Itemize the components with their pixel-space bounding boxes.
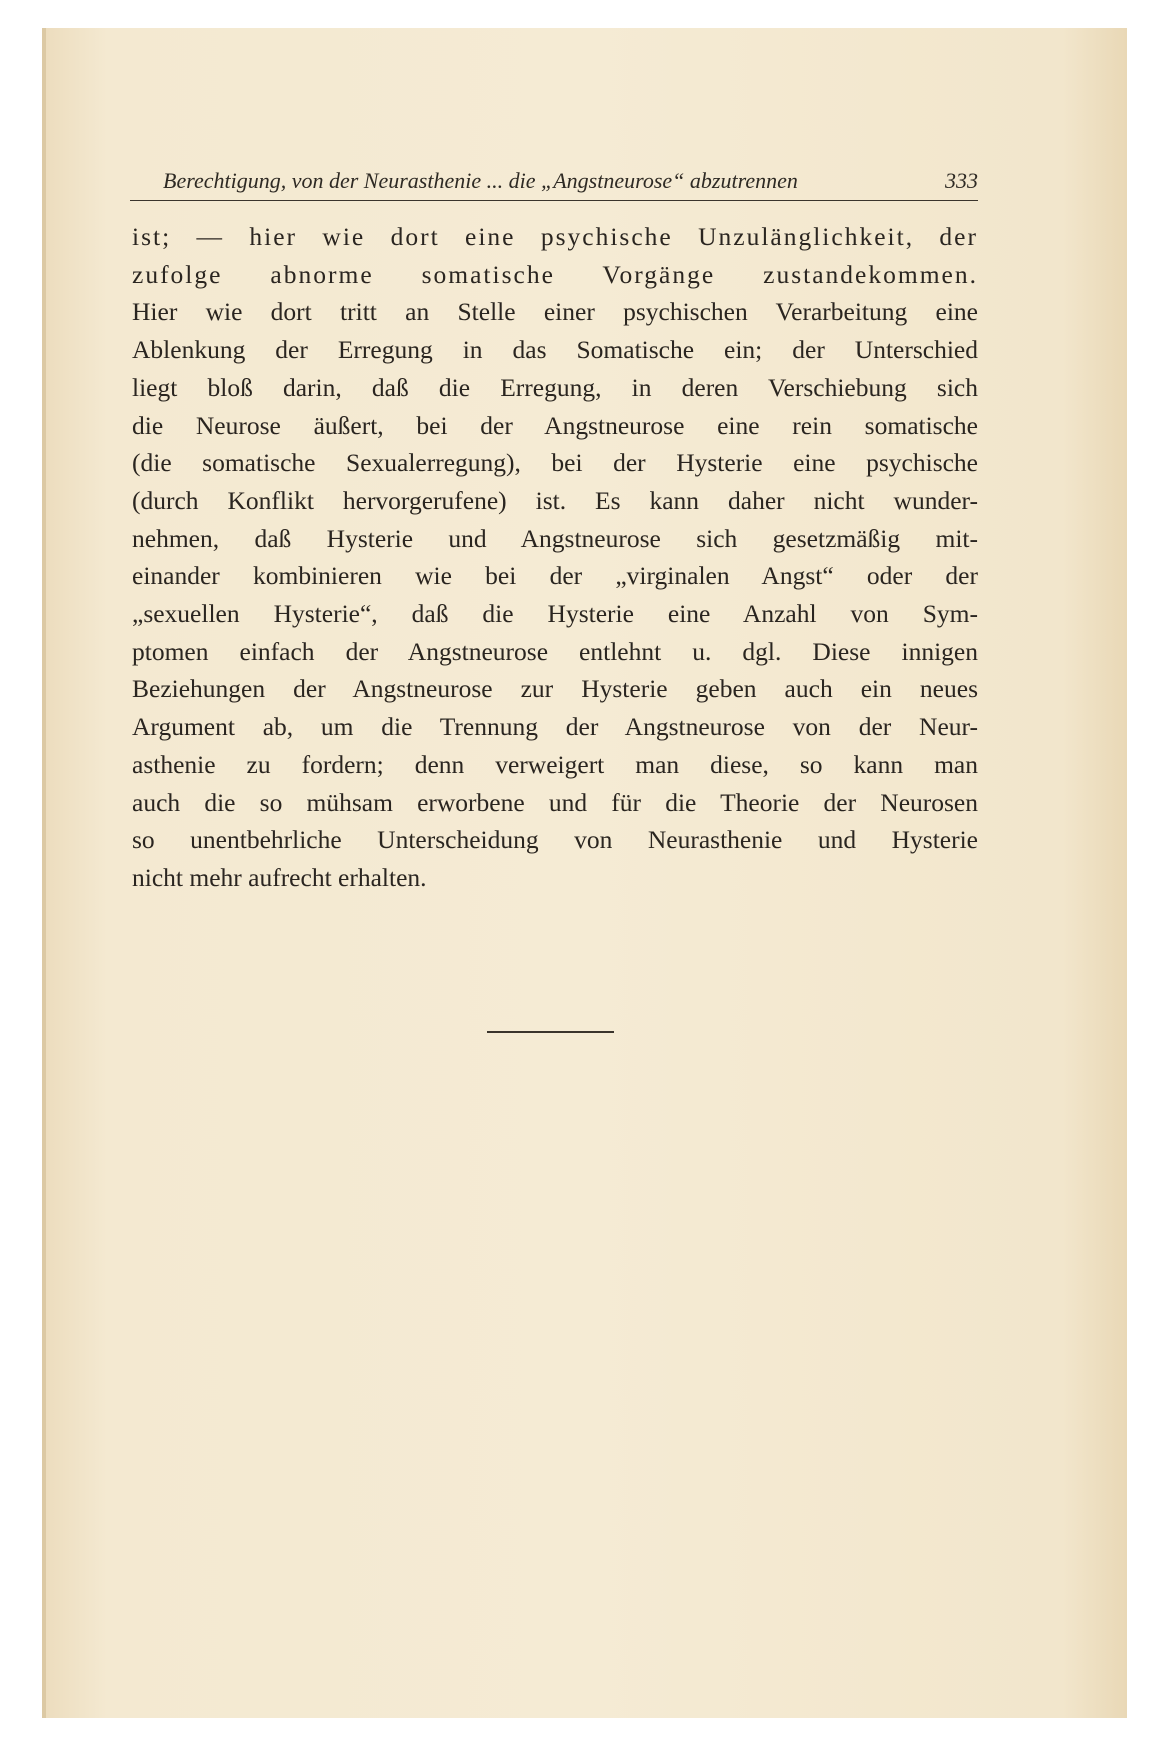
text-line: Beziehungen der Angstneurose zur Hysterie geben auch ein neues: [132, 674, 978, 704]
text-line: zufolge abnorme somatische Vorgänge zustandekommen.: [132, 259, 978, 289]
header-rule: [130, 200, 978, 201]
text-line: asthenie zu fordern; denn verweigert man diese, so kann man: [132, 749, 978, 779]
running-header: [163, 168, 978, 194]
text-line: liegt bloß darin, daß die Erregung, in deren Verschiebung sich: [132, 372, 978, 402]
page-number: 333: [945, 168, 978, 193]
text-line: so unentbehrliche Unterscheidung von Neurasthenie und Hysterie: [132, 825, 978, 855]
text-line: „sexuellen Hysterie“, daß die Hysterie eine Anzahl von Sym-: [132, 599, 978, 629]
text-line: nehmen, daß Hysterie und Angstneurose sich gesetzmäßig mit-: [132, 523, 978, 553]
text-line: einander kombinieren wie bei der „virginalen Angst“ oder der: [132, 561, 978, 591]
text-line: auch die so mühsam erworbene und für die Theorie der Neurosen: [132, 787, 978, 817]
text-line: Ablenkung der Erregung in das Somatische ein; der Unterschied: [132, 335, 978, 365]
text-line: die Neurose äußert, bei der Angstneurose eine rein somatische: [132, 410, 978, 440]
text-line: ptomen einfach der Angstneurose entlehnt u. dgl. Diese innigen: [132, 636, 978, 666]
text-line: Argument ab, um die Trennung der Angstneurose von der Neur-: [132, 712, 978, 742]
text-line: nicht mehr aufrecht erhalten.: [132, 862, 427, 892]
page-gutter-edge: [42, 28, 46, 1718]
text-line: (durch Konflikt hervorgerufene) ist. Es kann daher nicht wunder-: [132, 485, 978, 515]
text-line: Hier wie dort tritt an Stelle einer psychischen Verarbeitung eine: [132, 297, 978, 327]
running-title: Berechtigung, von der Neurasthenie ... die „Angstneurose“ abzutrennen: [163, 168, 798, 193]
body-paragraph: [132, 218, 978, 897]
text-line: ist; — hier wie dort eine psychische Unzulänglichkeit, der: [132, 222, 978, 251]
text-line: (die somatische Sexualerregung), bei der Hysterie eine psychische: [132, 448, 978, 478]
section-end-rule: [487, 1031, 614, 1033]
